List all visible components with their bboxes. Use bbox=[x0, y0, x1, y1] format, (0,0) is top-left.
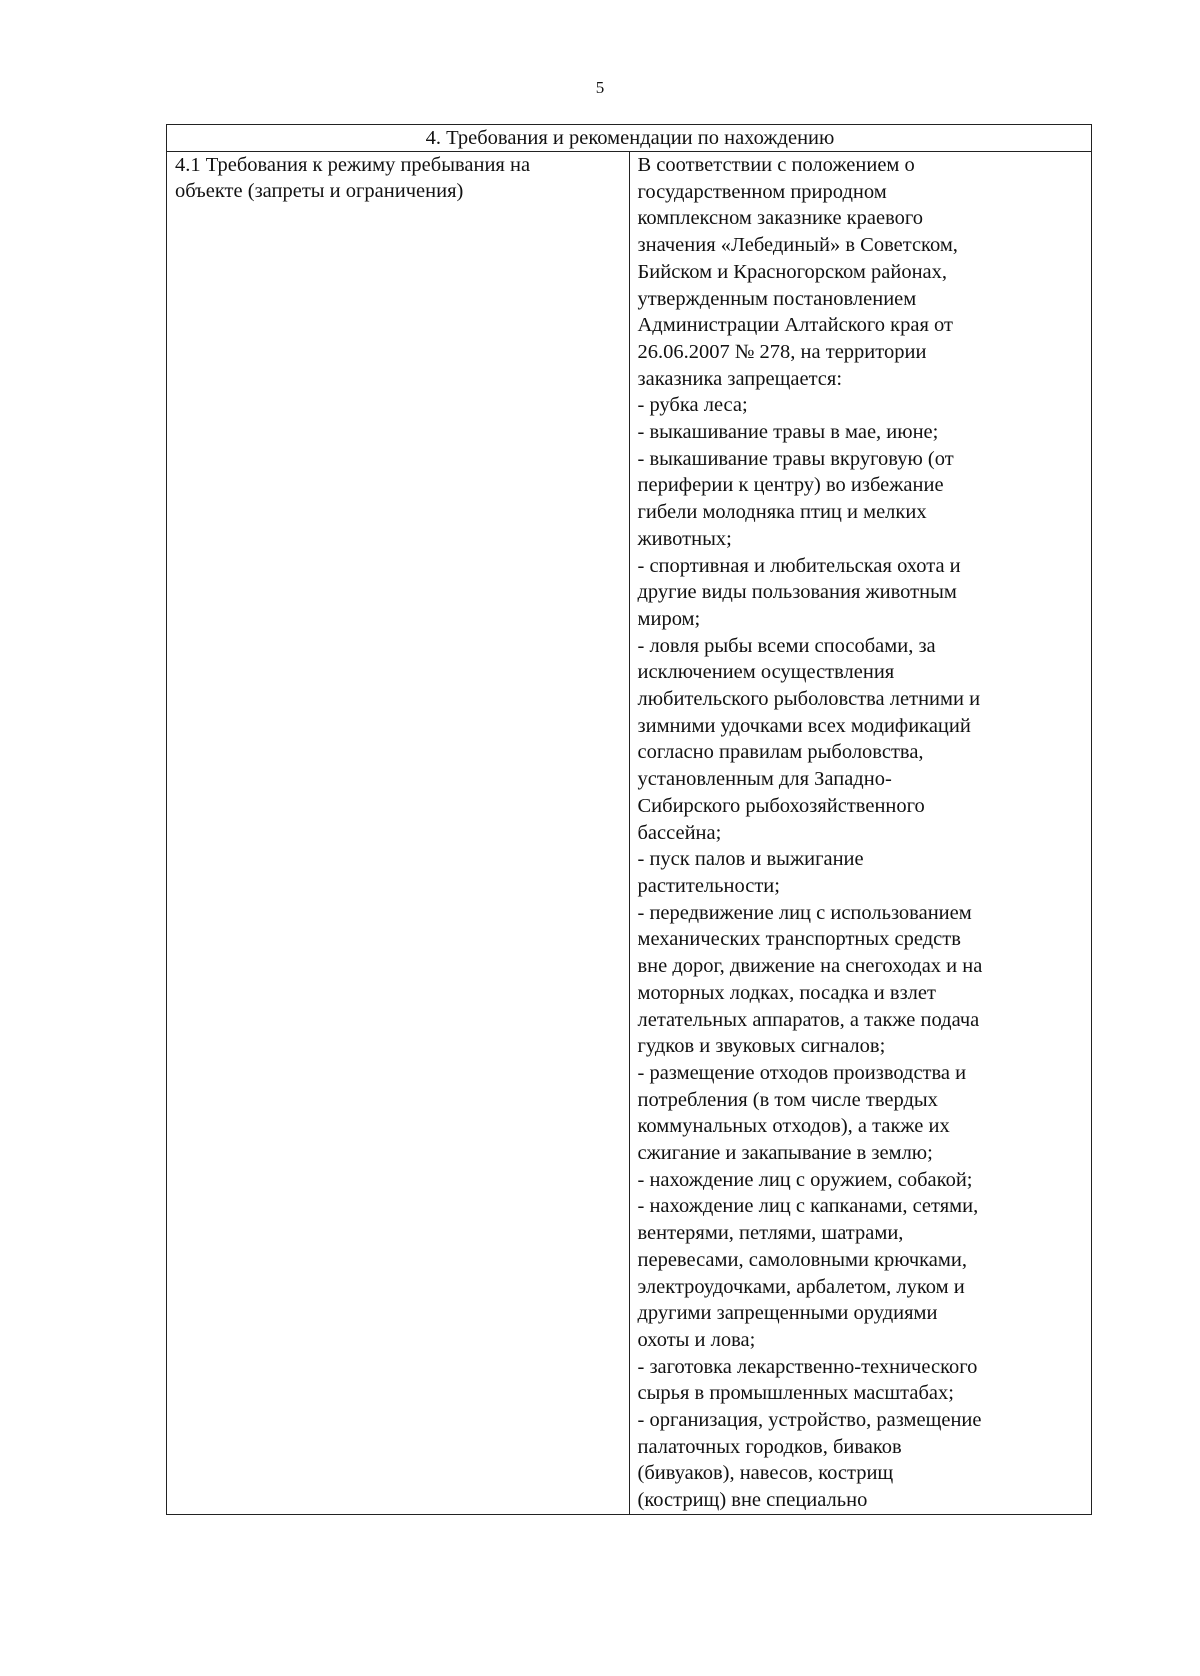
requirement-text-line: 26.06.2007 № 278, на территории bbox=[637, 340, 927, 363]
requirement-text-line: - пуск палов и выжигание bbox=[637, 848, 864, 871]
requirement-text-line: летательных аппаратов, а также подача bbox=[637, 1008, 980, 1031]
requirement-text-line: - ловля рыбы всеми способами, за bbox=[637, 634, 936, 657]
requirement-text-line: коммунальных отходов), а также их bbox=[637, 1115, 950, 1138]
requirement-text-line: растительности; bbox=[637, 874, 780, 897]
requirement-text-line: Администрации Алтайского края от bbox=[637, 314, 953, 337]
requirement-text-line: (бивуаков), навесов, кострищ bbox=[637, 1462, 894, 1485]
requirement-text-line: комплексном заказнике краевого bbox=[637, 207, 924, 230]
requirement-title-line: 4.1 Требования к режиму пребывания на bbox=[175, 154, 531, 176]
requirement-text-line: любительского рыболовства летними и bbox=[637, 688, 981, 711]
requirement-text-line: палаточных городков, биваков bbox=[637, 1435, 902, 1458]
requirement-text-line: значения «Лебединый» в Советском, bbox=[637, 234, 958, 257]
requirement-text-line: периферии к центру) во избежание bbox=[637, 474, 944, 497]
requirement-text-line: Сибирского рыбохозяйственного bbox=[637, 794, 925, 817]
requirement-text-line: перевесами, самоловными крючками, bbox=[637, 1248, 967, 1271]
requirement-text-cell bbox=[629, 152, 1092, 1515]
requirement-text-line: - нахождение лиц с оружием, собакой; bbox=[637, 1168, 973, 1191]
requirement-text-line: механических транспортных средств bbox=[637, 928, 961, 951]
requirement-title-line: объекте (запреты и ограничения) bbox=[175, 180, 464, 202]
requirement-text-line: - организация, устройство, размещение bbox=[637, 1409, 982, 1432]
requirement-text-line: вентерями, петлями, шатрами, bbox=[637, 1222, 904, 1245]
requirement-text-line: установленным для Западно- bbox=[637, 768, 892, 791]
requirement-text-line: бассейна; bbox=[637, 821, 722, 844]
requirement-text-line: потребления (в том числе твердых bbox=[637, 1088, 938, 1111]
requirement-text-line: утвержденным постановлением bbox=[637, 287, 917, 310]
section-header: 4. Требования и рекомендации по нахождению bbox=[167, 125, 1092, 152]
requirement-text-line: животных; bbox=[637, 527, 732, 550]
requirement-text-line: - выкашивание травы вкруговую (от bbox=[637, 447, 954, 470]
requirement-text-line: исключением осуществления bbox=[637, 661, 895, 684]
page-number: 5 bbox=[595, 78, 605, 97]
requirement-text-line: - спортивная и любительская охота и bbox=[637, 554, 961, 577]
requirement-text-line: моторных лодках, посадка и взлет bbox=[637, 981, 936, 1004]
requirement-text-line: согласно правилам рыболовства, bbox=[637, 741, 924, 764]
requirement-text-line: - размещение отходов производства и bbox=[637, 1061, 967, 1084]
requirement-text-line: (кострищ) вне специально bbox=[637, 1489, 868, 1512]
requirement-text-line: государственном природном bbox=[637, 180, 887, 203]
requirement-title-cell bbox=[167, 152, 630, 1515]
requirement-text-line: гудков и звуковых сигналов; bbox=[637, 1035, 886, 1058]
requirement-text-line: В соответствии с положением о bbox=[637, 154, 915, 176]
requirement-text-line: сырья в промышленных масштабах; bbox=[637, 1382, 954, 1405]
requirement-text-line: - выкашивание травы в мае, июне; bbox=[637, 421, 939, 444]
requirement-text-line: вне дорог, движение на снегоходах и на bbox=[637, 955, 983, 978]
requirement-text-line: сжигание и закапывание в землю; bbox=[637, 1142, 933, 1165]
requirement-text-line: миром; bbox=[637, 607, 701, 630]
requirement-text-line: гибели молодняка птиц и мелких bbox=[637, 501, 927, 524]
requirement-text-line: зимними удочками всех модификаций bbox=[637, 714, 971, 737]
requirement-text-line: другими запрещенными орудиями bbox=[637, 1302, 938, 1325]
requirement-text-line: другие виды пользования животным bbox=[637, 581, 957, 604]
requirement-text-line: охоты и лова; bbox=[637, 1328, 756, 1351]
requirements-table bbox=[166, 124, 1092, 1515]
requirement-text-line: заказника запрещается: bbox=[637, 367, 843, 390]
requirement-text-line: - рубка леса; bbox=[637, 394, 748, 417]
requirement-text-line: - нахождение лиц с капканами, сетями, bbox=[637, 1195, 979, 1218]
requirement-text-line: - передвижение лиц с использованием bbox=[637, 901, 972, 924]
table-row bbox=[167, 152, 1092, 1515]
table-header-row bbox=[167, 125, 1092, 152]
requirement-text-line: - заготовка лекарственно-технического bbox=[637, 1355, 978, 1378]
requirement-text-line: электроудочками, арбалетом, луком и bbox=[637, 1275, 965, 1298]
requirement-text-line: Бийском и Красногорском районах, bbox=[637, 260, 948, 283]
